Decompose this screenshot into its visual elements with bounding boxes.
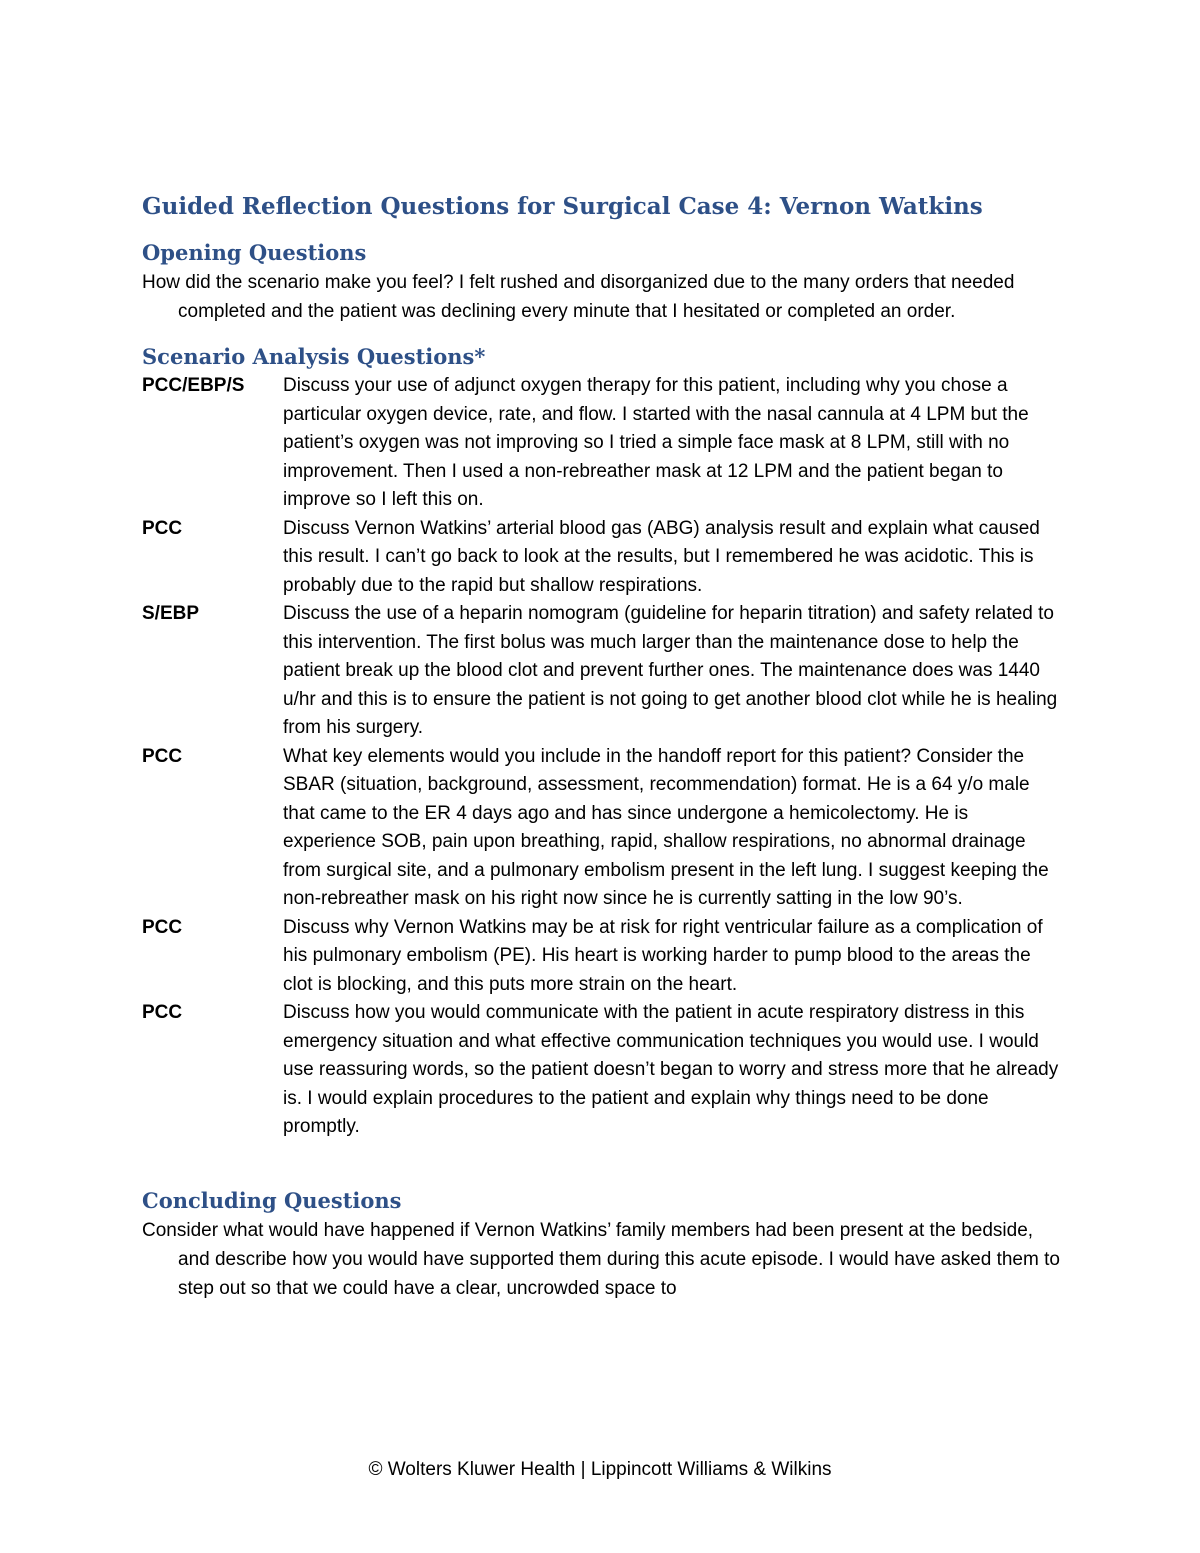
opening-questions-heading: Opening Questions xyxy=(142,240,367,265)
concluding-questions-heading: Concluding Questions xyxy=(142,1187,402,1213)
analysis-item-text: Discuss Vernon Watkins’ arterial blood gas (ABG) analysis result and explain what caused this result. I can’t go back to look at the results, but I remembered he was acidotic. This is probably due to the rapid but shallow respirations. xyxy=(283,517,1040,596)
analysis-item-code: S/EBP xyxy=(142,603,200,624)
analysis-item-code: PCC xyxy=(142,1002,183,1023)
opening-question-answer: How did the scenario make you feel? I felt rushed and disorganized due to the many orders that needed completed and the patient was declining every minute that I hesitated or completed an order. xyxy=(142,272,1015,322)
analysis-item-text: Discuss your use of adjunct oxygen therapy for this patient, including why you chose a particular oxygen device, rate, and flow. I started with the nasal cannula at 4 LPM but the patient’s oxygen was not improving so I tried a simple face mask at 8 LPM, still with no improvement. Then I used a non-rebreather mask at 12 LPM and the patient began to improve so I left this on. xyxy=(283,375,1029,510)
document-title: Guided Reflection Questions for Surgical Case 4: Vernon Watkins xyxy=(142,193,983,220)
scenario-analysis-list xyxy=(142,372,1062,1142)
analysis-item-text: What key elements would you include in the handoff report for this patient? Consider the SBAR (situation, background, assessment, recommendation) format. He is a 64 y/o male that came to the ER 4 days ago and has since undergone a hemicolectomy. He is experience SOB, pain upon breathing, rapid, shallow respirations, no abnormal drainage from surgical site, and a pulmonary embolism present in the left lung. I suggest keeping the non-rebreather mask on his right now since he is currently satting in the low 90’s. xyxy=(283,745,1049,909)
analysis-item-text: Discuss the use of a heparin nomogram (guideline for heparin titration) and safety related to this intervention. The first bolus was much larger than the maintenance dose to help the patient break up the blood clot and prevent further ones. The maintenance does was 1440 u/hr and this is to ensure the patient is not going to get another blood clot while he is healing from his surgery. xyxy=(283,603,1058,738)
analysis-item xyxy=(142,515,1062,601)
document-page xyxy=(142,190,1062,1303)
analysis-item xyxy=(142,372,1062,515)
analysis-item-code: PCC/EBP/S xyxy=(142,375,245,396)
analysis-item xyxy=(142,600,1062,743)
analysis-item-code: PCC xyxy=(142,916,183,938)
scenario-analysis-heading: Scenario Analysis Questions* xyxy=(142,344,486,369)
analysis-item xyxy=(142,914,1062,1000)
concluding-question-answer: Consider what would have happened if Vernon Watkins’ family members had been present at the bedside, and describe how you would have supported them during this acute episode. I would have asked them to step out so that we could have a clear, uncrowded space to xyxy=(142,1219,1060,1299)
analysis-item-text: Discuss why Vernon Watkins may be at risk for right ventricular failure as a complication of his pulmonary embolism (PE). His heart is working harder to pump blood to the areas the clot is blocking, and this puts more strain on the heart. xyxy=(283,916,1043,995)
analysis-item-code: PCC xyxy=(142,517,183,539)
analysis-item xyxy=(142,999,1062,1142)
analysis-item-code: PCC xyxy=(142,745,183,767)
analysis-item-text: Discuss how you would communicate with the patient in acute respiratory distress in this emergency situation and what effective communication techniques you would use. I would use reassuring words, so the patient doesn’t began to worry and stress more that he already is. I would explain procedures to the patient and explain why things need to be done promptly. xyxy=(283,1002,1059,1137)
copyright-footer: © Wolters Kluwer Health | Lippincott Williams & Wilkins xyxy=(368,1459,832,1480)
analysis-item xyxy=(142,743,1062,914)
